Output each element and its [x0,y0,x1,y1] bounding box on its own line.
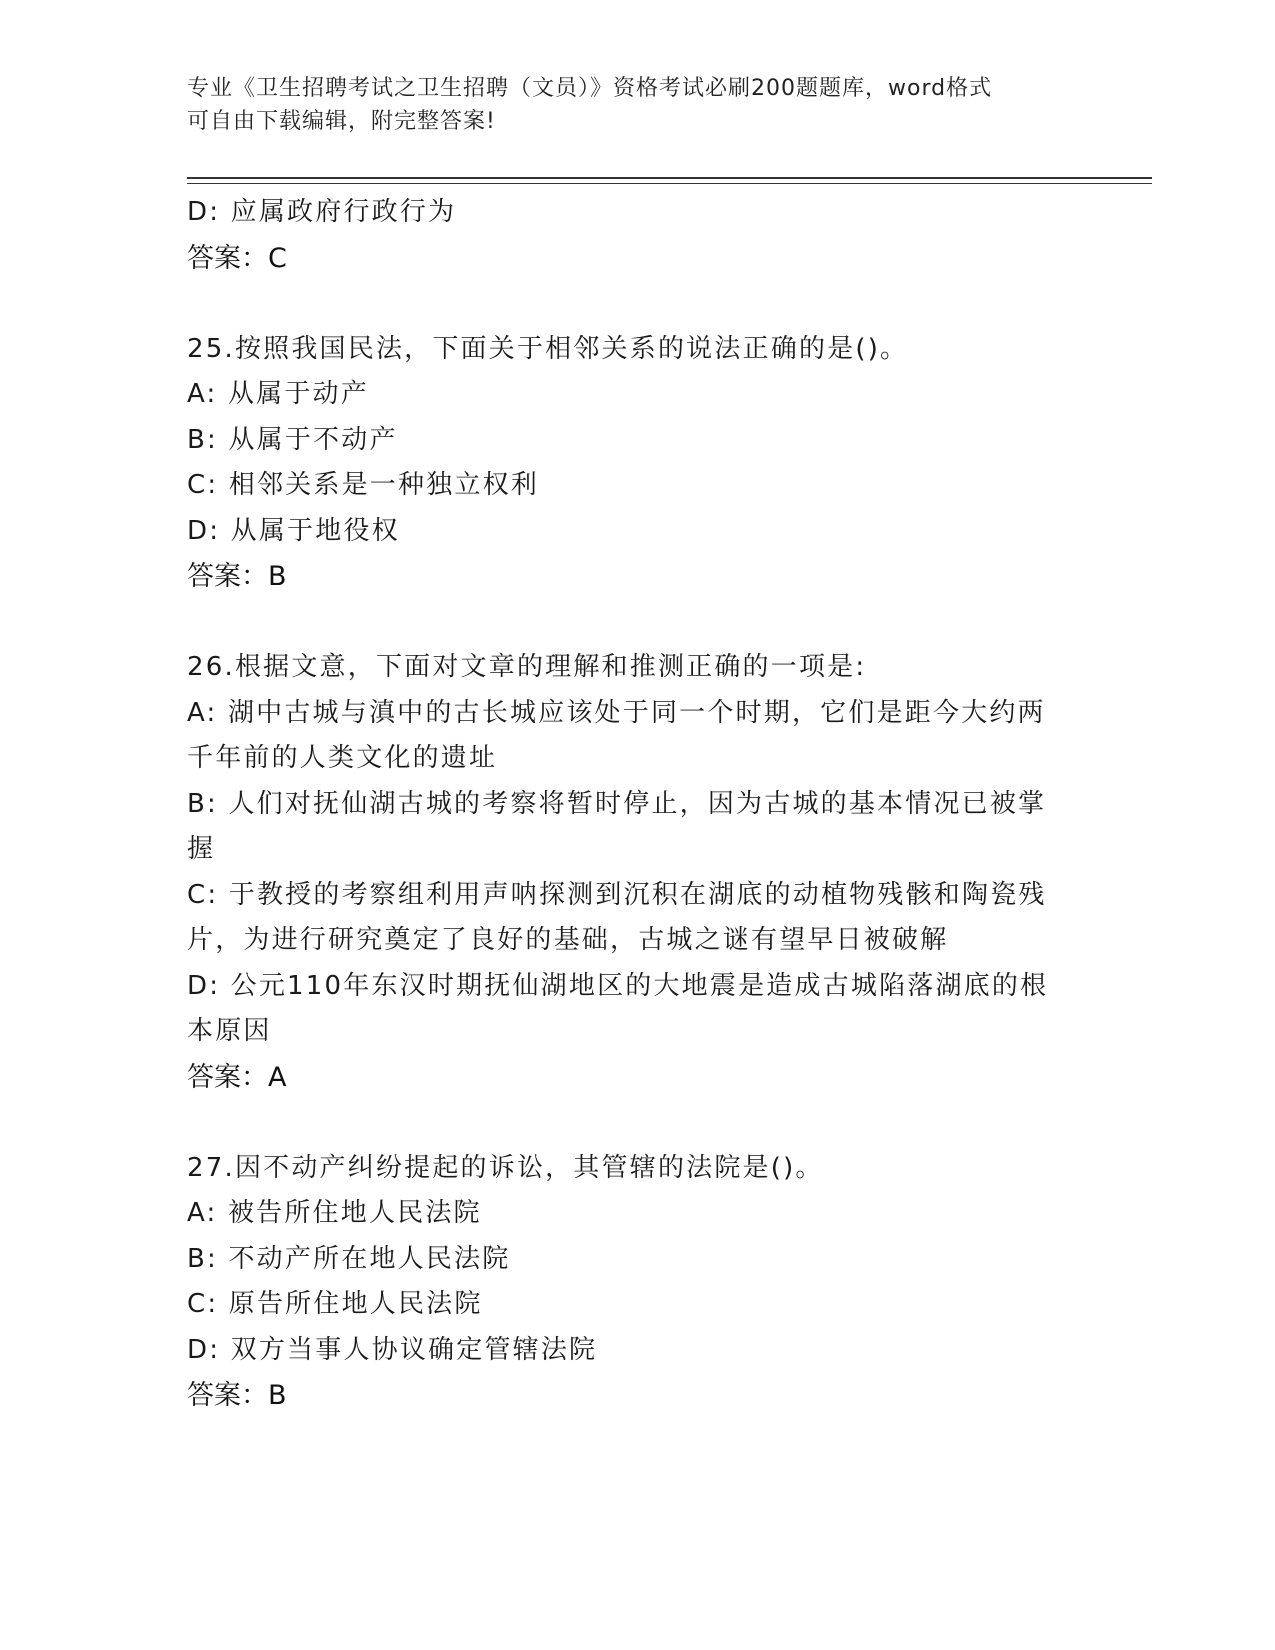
answer-line [187,1373,1067,1419]
question-list [187,190,1067,1419]
answer-label: 答案： [187,242,268,274]
answer-label: 答案： [187,1061,268,1093]
answer-value: A [268,1061,287,1093]
option-d: D: 公元110年东汉时期抚仙湖地区的大地震是造成古城陷落湖底的根本原因 [187,970,1049,1046]
option-d: D: 双方当事人协议确定管辖法院 [187,1334,598,1365]
question-25 [187,327,1067,600]
option-a: A: 被告所住地人民法院 [187,1198,482,1228]
answer-label: 答案： [187,1380,268,1411]
option-b: B: 不动产所在地人民法院 [187,1243,511,1274]
header-title-line-2: 可自由下载编辑，附完整答案! [187,109,496,134]
carryover-question [187,190,1067,281]
option-c: C: 于教授的考察组利用声呐探测到沉积在湖底的动植物残骸和陶瓷残片，为进行研究奠定了良好的基础，古城之谜有望早日被破解 [187,879,1047,955]
option-d: D: 应属政府行政行为 [187,197,457,227]
header-divider-thick [187,177,1152,179]
answer-value: B [268,1380,288,1411]
option-b: B: 从属于不动产 [187,424,398,455]
question-stem: 27.因不动产纠纷提起的诉讼，其管辖的法院是()。 [187,1152,824,1183]
answer-line [187,236,1067,282]
question-spacer [187,600,1067,646]
answer-line [187,1055,1067,1101]
question-26 [187,645,1067,1100]
question-spacer [187,281,1067,327]
option-b: B: 人们对抚仙湖古城的考察将暂时停止，因为古城的基本情况已被掌握 [187,788,1047,864]
option-a: A: 从属于动产 [187,379,369,409]
header-title-line-1: 专业《卫生招聘考试之卫生招聘（文员）》资格考试必刷200题题库，word格式 [187,76,993,101]
answer-line [187,554,1067,600]
document-header [187,72,1087,138]
option-d: D: 从属于地役权 [187,515,400,546]
question-stem: 25.按照我国民法，下面关于相邻关系的说法正确的是()。 [187,333,909,364]
question-spacer [187,1100,1067,1146]
question-stem: 26.根据文意，下面对文章的理解和推测正确的一项是: [187,652,867,682]
option-c: C: 相邻关系是一种独立权利 [187,470,539,500]
header-divider-thin [187,183,1152,184]
option-a: A: 湖中古城与滇中的古长城应该处于同一个时期，它们是距今大约两千年前的人类文化的遗址 [187,697,1046,773]
option-c: C: 原告所住地人民法院 [187,1289,483,1319]
answer-value: C [268,242,288,274]
question-27 [187,1146,1067,1419]
answer-label: 答案： [187,561,268,592]
answer-value: B [268,561,288,592]
